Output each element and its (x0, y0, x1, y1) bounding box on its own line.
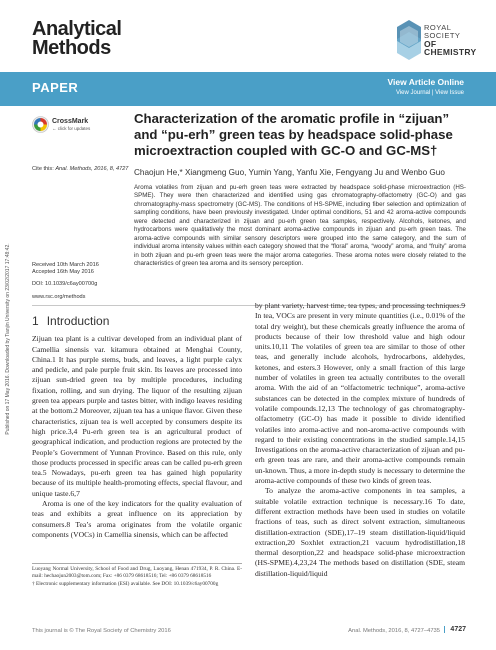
article-doi[interactable]: DOI: 10.1039/c6ay00700g (32, 281, 98, 288)
citation (32, 166, 128, 172)
crossmark-label: CrossMark (52, 118, 89, 125)
cite-prefix: Cite this: (32, 166, 54, 172)
received-date: Received 10th March 2016 (32, 262, 99, 268)
intro-left-column (32, 310, 242, 540)
publisher-line1: ROYAL SOCIETY (424, 23, 461, 40)
rsc-logo (394, 18, 477, 66)
accepted-date: Accepted 16th May 2016 (32, 269, 94, 276)
footnotes (32, 566, 242, 588)
intro-heading (32, 316, 242, 326)
esi-footnote[interactable]: † Electronic supplementary information (ESI) available. See DOI: 10.1039/c6ay00700g (32, 580, 219, 587)
footer-copyright: This journal is © The Royal Society of Chemistry 2016 (32, 628, 171, 634)
article-title: Characterization of the aromatic profile in “zijuan” and “pu-erh” green teas by headspace solid-phase microextraction coupled with GC-O and GC-MS† (134, 111, 453, 158)
article-abstract: Aroma volatiles from zijuan and pu-erh green teas were extracted by headspace solid-phase microextraction (HS-SPME). They were then characterized and identified using gas chromatography-olfactometry (GC-O) and gas chromatography-mass spectrometry (GC-MS). The conditions of HS-SPME, including fiber selection and optimization of sampling conditions, have been previously investigated. Under optimal conditions, 51 and 42 aroma-active compounds were detected and characterized in zijuan and pu-erh green tea samples, respectively. Alcohols, ketones, and hydrocarbons were qualitatively the most dominant aroma-active compounds in zijuan and pu-erh green teas. The aroma-active compounds with similar sensory descriptors were grouped into the same category, and the sum of individual aroma intensity values within each category showed that the “floral” aroma, “woody” aroma, and “fruity” aroma in both zijuan and pu-erh green teas were the major aroma categories. These aroma notes were closely related to the characteristics of green tea aroma and its sensory perception. (134, 184, 466, 268)
crossmark-sub: ← click for updates (52, 126, 91, 131)
affiliation-footnote: Luoyang Normal University, School of Food and Drug, Luoyang, Henan 471934, P. R. China. E-mail: hechaojun2003@tom.com; Fax: +86 0379 68618516; Tel: +86 0379 68618516 (32, 566, 242, 580)
section-banner (0, 72, 496, 106)
rsc-hexagon-icon (394, 18, 424, 62)
footnote-rule (32, 563, 242, 564)
journal-name (32, 20, 121, 58)
intro-title: Introduction (46, 314, 110, 328)
download-note-text: Published on 17 May 2016. Downloaded by Tianjin University on 23/02/2017 17:48:42. (5, 243, 11, 435)
page-number: 4727 (444, 626, 466, 633)
intro-right-column (255, 301, 465, 579)
article-authors[interactable]: Chaojun He,* Xiangmeng Guo, Yumin Yang, Yanfu Xie, Fengyang Ju and Wenbo Guo (134, 168, 445, 177)
intro-number: 1 (32, 314, 39, 328)
footer-citation: Anal. Methods, 2016, 8, 4727–4735 (348, 628, 440, 634)
publisher-line2: OF CHEMISTRY (424, 39, 477, 57)
journal-website[interactable]: www.rsc.org/methods (32, 293, 86, 300)
journal-name-line2: Methods (32, 37, 111, 59)
intro-paragraph: Zijuan tea plant is a cultivar developed from an individual plant of Camellia sinensis var. kitamura obtained at Menghai County, China.1 It has purple stems, buds, and leaves, a light purple calyx and pedicle, and pale purple fruit skin. Its leaves are processed into zijuan sun-dried green tea by multiple procedures, including fixation, rolling, and sun drying. The liquor of the resulting zijuan green tea appears purple and tastes bitter, with indigo leaves residing at the bottom.2 Moreover, zijuan tea has a unique flavor. Given these characteristics, zijuan tea is well accepted by consumers despite its high price.3,4 Pu-erh green tea is an agricultural product of geographical indication, and production regions are protected by the People’s Government of Yunnan Province. Based on this rule, only those products processed in specific areas can be called pu-erh green tea.5 Nowadays, pu-erh green tea has gained high popularity because of its multiple health-promoting effects, special flavour, and unique taste.6,7 (32, 334, 242, 498)
intro-paragraph: Aroma is one of the key indicators for the quality evaluation of teas and exhibits a great influence on its appreciation by consumers.8 Tea’s aroma originates from the volatile organic components (VOCs) in Camellia sinensis, which can be affected (32, 499, 242, 539)
download-side-note (4, 130, 12, 550)
crossmark-badge[interactable] (32, 116, 102, 134)
section-label: PAPER (32, 80, 79, 95)
view-article-online-link[interactable]: View Article Online (387, 77, 464, 87)
journal-issue-links[interactable]: View Journal | View Issue (395, 90, 464, 96)
cite-ref: Anal. Methods, 2016, 8, 4727 (55, 166, 129, 172)
journal-name-line1: Analytical (32, 18, 122, 40)
intro-paragraph: by plant variety, harvest time, tea types, and processing techniques.9 In tea, VOCs are present in very minute quantities (i.e., 0.01% of the total dry weight), but these chemicals greatly influence the aroma of products because of their low threshold value and high odour units.10,11 The volatiles of green tea are similar to those of other teas, and generally include alcohols, hydrocarbons, aldehydes, ketones, and esters.3 However, only a small fraction of this large number of volatiles in green tea actually contributes to the overall aroma. With the aid of an “olfactometric technique”, aroma-active substances can be detected in the complex mixture of hundreds of volatile compounds.12,13 The technology of gas chromatography-olfactometry (GC-O) has made it possible to divide identified volatiles into aroma-active and non-aroma-active compounds with regard to their existing concentrations in the studied sample.14,15 Investigations on the aroma-active characterization of zijuan and pu-erh green teas are rare, and their aroma-active compounds remain un-known. Thus, a more in-depth study is necessary to determine the aroma-active compounds of these two kinds of green teas. (255, 301, 465, 486)
crossmark-icon (32, 116, 49, 133)
article-meta (32, 262, 127, 301)
intro-paragraph: To analyze the aroma-active components in tea samples, a suitable volatile extraction technique is necessary.16 To date, different extraction methods have been used in studies on volatile fractions of teas, such as direct solvent extraction, simultaneous distillation-extraction (SDE),17–19 steam distillation-liquid/liquid extraction,20 Soxhlet extraction,21 vacuum hydrodistillation,18 thermal desorption,22 and headspace solid-phase microextraction (HS-SPME).4,23,24 The methods based on distillation (SDE, steam distillation-liquid/liquid (255, 486, 465, 578)
page-footer (32, 626, 466, 638)
